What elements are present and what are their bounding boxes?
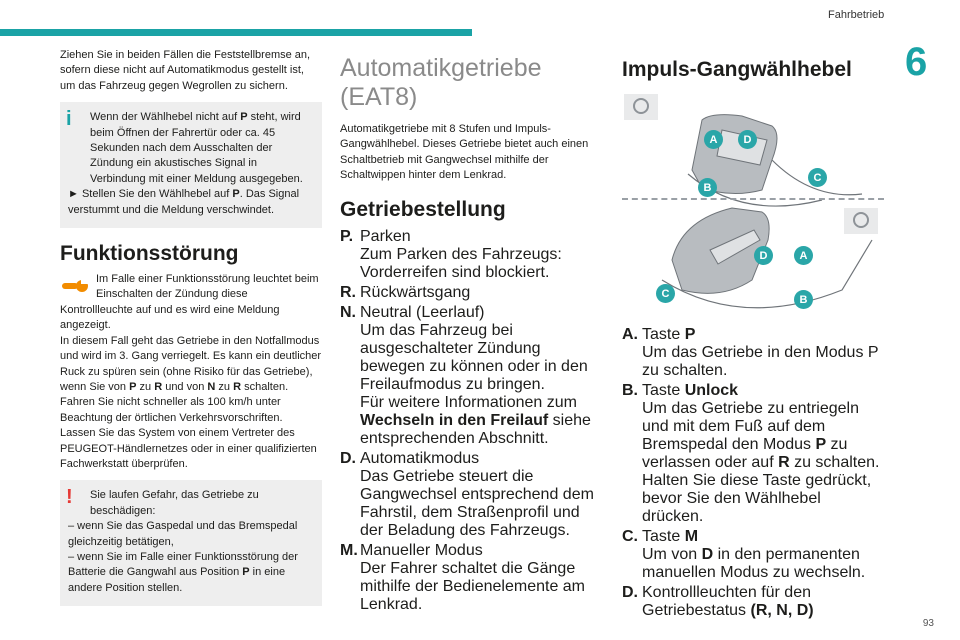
- figure-divider: [622, 198, 884, 200]
- info-icon: i: [66, 108, 72, 131]
- list-item: C. Taste M Um von D in den permanenten manuellen Modus zu wechseln.: [622, 528, 866, 581]
- steering-wheel-icon-bottom: [844, 208, 878, 234]
- label-d-top: D: [738, 130, 757, 149]
- label-c-bottom: C: [656, 284, 675, 303]
- label-c-top: C: [808, 168, 827, 187]
- label-b-top: B: [698, 178, 717, 197]
- header-accent-bar: [0, 29, 472, 36]
- gearbox-title: Automatikgetriebe (EAT8): [340, 54, 542, 111]
- column-middle: [340, 48, 602, 616]
- info-text-1: Wenn der Wählhebel nicht auf P steht, wird beim Öffnen der Fahrertür oder ca. 45 Sekunden nach dem Ausschalten der Zündung ein akustisches Signal in Verbindung mit einer Meldung ausgegeben.: [90, 111, 303, 185]
- warning-box: [60, 480, 322, 606]
- page-number: 93: [922, 618, 934, 629]
- malfunction-text-1: Im Falle einer Funktionsstörung leuchtet beim Einschalten der Zündung diese Kontrollleuchte auf und es wird eine Meldung angezeigt.: [60, 273, 319, 332]
- gear-selector-drawing: [622, 90, 884, 316]
- list-item: B. Taste Unlock Um das Getriebe zu entriegeln und mit dem Fuß auf dem Bremspedal den Modus P zu verlassen oder auf R zu schalten. Halten Sie diese Taste gedrückt, bevor Sie den Wählhebel drücken.: [622, 382, 880, 525]
- label-d-bottom: D: [754, 246, 773, 265]
- malfunction-text-2: In diesem Fall geht das Getriebe in den Notfallmodus und wird im 3. Gang verriegelt. Es kann ein deutlicher Ruck zu spüren sein (ohne Risiko für das Getriebe), wenn Sie von P zu R und von N zu R schalten.: [60, 334, 322, 393]
- intro-paragraph: Ziehen Sie in beiden Fällen die Feststellbremse an, sofern diese nicht auf Automatikmodus gestellt ist, um das Fahrzeug gegen Wegrollen zu sichern.: [60, 49, 311, 92]
- malfunction-text-3: Fahren Sie nicht schneller als 100 km/h unter Beachtung der örtlichen Verkehrsvorschriften.: [60, 396, 283, 424]
- warning-text-1: Sie laufen Gefahr, das Getriebe zu beschädigen:: [90, 489, 259, 517]
- list-item: D. Automatikmodus Das Getriebe steuert die Gangwechsel entsprechend dem Fahrstil, dem Straßenprofil und der Beladung des Fahrzeugs.: [340, 449, 594, 539]
- gear-positions-heading: Getriebestellung: [340, 197, 506, 221]
- list-item: A. Taste P Um das Getriebe in den Modus P zu schalten.: [622, 326, 879, 379]
- column-right: [622, 48, 884, 622]
- malfunction-block: [60, 272, 322, 472]
- list-item: R. Rückwärtsgang: [340, 283, 471, 301]
- selector-heading: Impuls-Gangwählhebel: [622, 58, 852, 81]
- gear-selector-illustration: [622, 90, 884, 316]
- warning-text-2: – wenn Sie das Gaspedal und das Bremspedal gleichzeitig betätigen,: [68, 520, 298, 548]
- list-item: D. Kontrollleuchten für den Getriebestatus (R, N, D): [622, 584, 814, 619]
- chapter-number: 6: [905, 40, 928, 84]
- label-a-top: A: [704, 130, 723, 149]
- list-item: N. Neutral (Leerlauf) Um das Fahrzeug bei ausgeschalteter Zündung bewegen zu können oder in den Freilaufmodus zu bringen. Für weitere Informationen zum Wechseln in den Freilauf siehe entsprechenden Abschnitt.: [340, 303, 591, 447]
- list-item: M. Manueller Modus Der Fahrer schaltet die Gänge mithilfe der Bedienelemente am Lenkrad.: [340, 541, 586, 613]
- gear-position-list: [340, 228, 602, 614]
- malfunction-heading: Funktionsstörung: [60, 242, 239, 266]
- info-text-2: ► Stellen Sie den Wählhebel auf P. Das Signal verstummt und die Meldung verschwindet.: [68, 188, 300, 216]
- selector-legend-list: [622, 326, 884, 620]
- steering-wheel-icon-top: [624, 94, 658, 120]
- label-a-bottom: A: [794, 246, 813, 265]
- exclamation-warning-icon: !: [66, 486, 73, 509]
- malfunction-text-4: Lassen Sie das System von einem Vertreter des PEUGEOT-Händlernetzes oder in einer qualifizierten Fachwerkstatt überprüfen.: [60, 427, 317, 470]
- warning-text-3: – wenn Sie im Falle einer Funktionsstörung der Batterie die Gangwahl aus Position P in eine andere Position stellen.: [68, 550, 298, 594]
- label-b-bottom: B: [794, 290, 813, 309]
- section-title: Fahrbetrieb: [828, 9, 885, 21]
- gearbox-intro: Automatikgetriebe mit 8 Stufen und Impuls-Gangwählhebel. Dieses Getriebe bietet auch einen Schaltbetrieb mit Gangwechsel mithilfe der Schaltwippen hinter dem Lenkrad.: [340, 123, 589, 182]
- column-left: [60, 48, 322, 606]
- info-box: [60, 102, 322, 228]
- wrench-warning-lamp-icon: [60, 274, 90, 298]
- list-item: P. Parken Zum Parken des Fahrzeugs: Vorderreifen sind blockiert.: [340, 227, 562, 281]
